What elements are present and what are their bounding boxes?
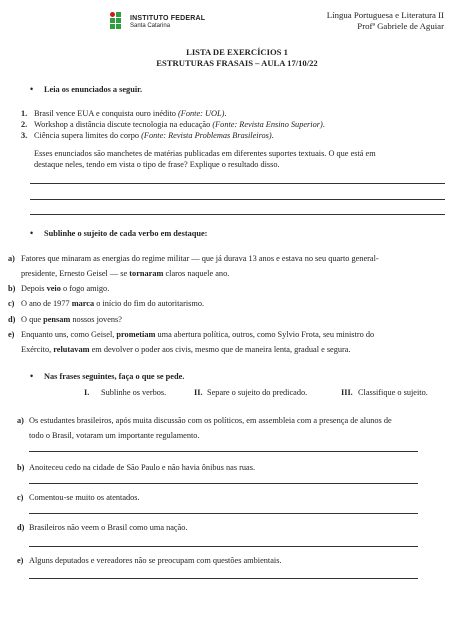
section1-question: destaque neles, tendo em vista o tipo de frase? Explique o resultado disso. bbox=[34, 160, 280, 169]
section2-instruction: Sublinhe o sujeito de cada verbo em destaque: bbox=[44, 229, 208, 238]
item-letter: d) bbox=[17, 523, 25, 532]
answer-line[interactable] bbox=[29, 578, 418, 579]
headline-number: 2. bbox=[21, 120, 28, 129]
institution-name: INSTITUTO FEDERAL bbox=[130, 15, 206, 22]
answer-line[interactable] bbox=[29, 546, 418, 547]
task-text: Separe o sujeito do predicado. bbox=[207, 388, 308, 397]
headline-item: Ciência supera limites do corpo (Fonte: Revista Problemas Brasileiros). bbox=[34, 131, 274, 140]
headline-item: Brasil vence EUA e conquista ouro inédito (Fonte: UOL). bbox=[34, 109, 227, 118]
headline-number: 1. bbox=[21, 109, 28, 118]
section3-bullet: • bbox=[30, 371, 34, 381]
sentence-line: Depois veio o fogo amigo. bbox=[21, 284, 110, 293]
task-number: II. bbox=[194, 388, 203, 397]
section2-bullet: • bbox=[30, 228, 34, 238]
sentence-line: todo o Brasil, votaram um importante regulamento. bbox=[29, 431, 200, 440]
item-letter: c) bbox=[8, 299, 15, 308]
sentence-line: Enquanto uns, como Geisel, prometiam uma abertura política, outros, como Sylvio Frota, seu ministro do bbox=[21, 330, 375, 339]
sentence-line: Exército, relutavam em devolver o poder aos civis, mesmo que de maneira lenta, gradual e segura. bbox=[21, 345, 351, 354]
sentence-line: O ano de 1977 marca o início do fim do autoritarismo. bbox=[21, 299, 205, 308]
item-letter: e) bbox=[8, 330, 15, 339]
sentence-line: presidente, Ernesto Geisel — se tornaram claros naquele ano. bbox=[21, 269, 230, 278]
item-letter: e) bbox=[17, 556, 24, 565]
answer-line[interactable] bbox=[30, 183, 445, 184]
sentence-line: Brasileiros não veem o Brasil como uma nação. bbox=[29, 523, 188, 532]
headline-number: 3. bbox=[21, 131, 28, 140]
page-title: LISTA DE EXERCÍCIOS 1 bbox=[186, 47, 288, 57]
sentence-line: Os estudantes brasileiros, após muita discussão com os políticos, em assembleia com a presença de alunos de bbox=[29, 416, 392, 425]
page-subtitle: ESTRUTURAS FRASAIS – AULA 17/10/22 bbox=[156, 58, 318, 68]
section1-instruction: Leia os enunciados a seguir. bbox=[44, 85, 143, 94]
item-letter: a) bbox=[8, 254, 15, 263]
headline-item: Workshop a distância discute tecnologia na educação (Fonte: Revista Ensino Superior). bbox=[34, 120, 325, 129]
answer-line[interactable] bbox=[30, 214, 445, 215]
sentence-line: Anoiteceu cedo na cidade de São Paulo e não havia ônibus nas ruas. bbox=[29, 463, 256, 472]
item-letter: c) bbox=[17, 493, 24, 502]
task-number: III. bbox=[341, 388, 353, 397]
item-letter: a) bbox=[17, 416, 24, 425]
item-letter: b) bbox=[8, 284, 16, 293]
answer-line[interactable] bbox=[30, 199, 445, 200]
sentence-line: Fatores que minaram as energias do regime militar — que já durava 13 anos e estava no seu quarto general- bbox=[21, 254, 379, 263]
sentence-line: Comentou-se muito os atentados. bbox=[29, 493, 140, 502]
section1-question: Esses enunciados são manchetes de matérias publicadas em diferentes suportes textuais. O que está em bbox=[34, 149, 376, 158]
section3-instruction: Nas frases seguintes, faça o que se pede. bbox=[44, 372, 185, 381]
answer-line[interactable] bbox=[29, 451, 418, 452]
item-letter: d) bbox=[8, 315, 16, 324]
teacher-name: Profª Gabriele de Aguiar bbox=[357, 21, 444, 31]
course-name: Língua Portuguesa e Literatura II bbox=[326, 10, 444, 20]
task-text: Classifique o sujeito. bbox=[358, 388, 428, 397]
sentence-line: O que pensam nossos jovens? bbox=[21, 315, 122, 324]
campus-name: Santa Catarina bbox=[130, 23, 171, 29]
sentence-line: Alguns deputados e vereadores não se preocupam com questões ambientais. bbox=[29, 556, 282, 565]
task-text: Sublinhe os verbos. bbox=[101, 388, 167, 397]
item-letter: b) bbox=[17, 463, 25, 472]
task-number: I. bbox=[84, 388, 90, 397]
institution-logo bbox=[110, 12, 128, 30]
answer-line[interactable] bbox=[29, 483, 418, 484]
answer-line[interactable] bbox=[29, 513, 418, 514]
section1-bullet: • bbox=[30, 84, 34, 94]
